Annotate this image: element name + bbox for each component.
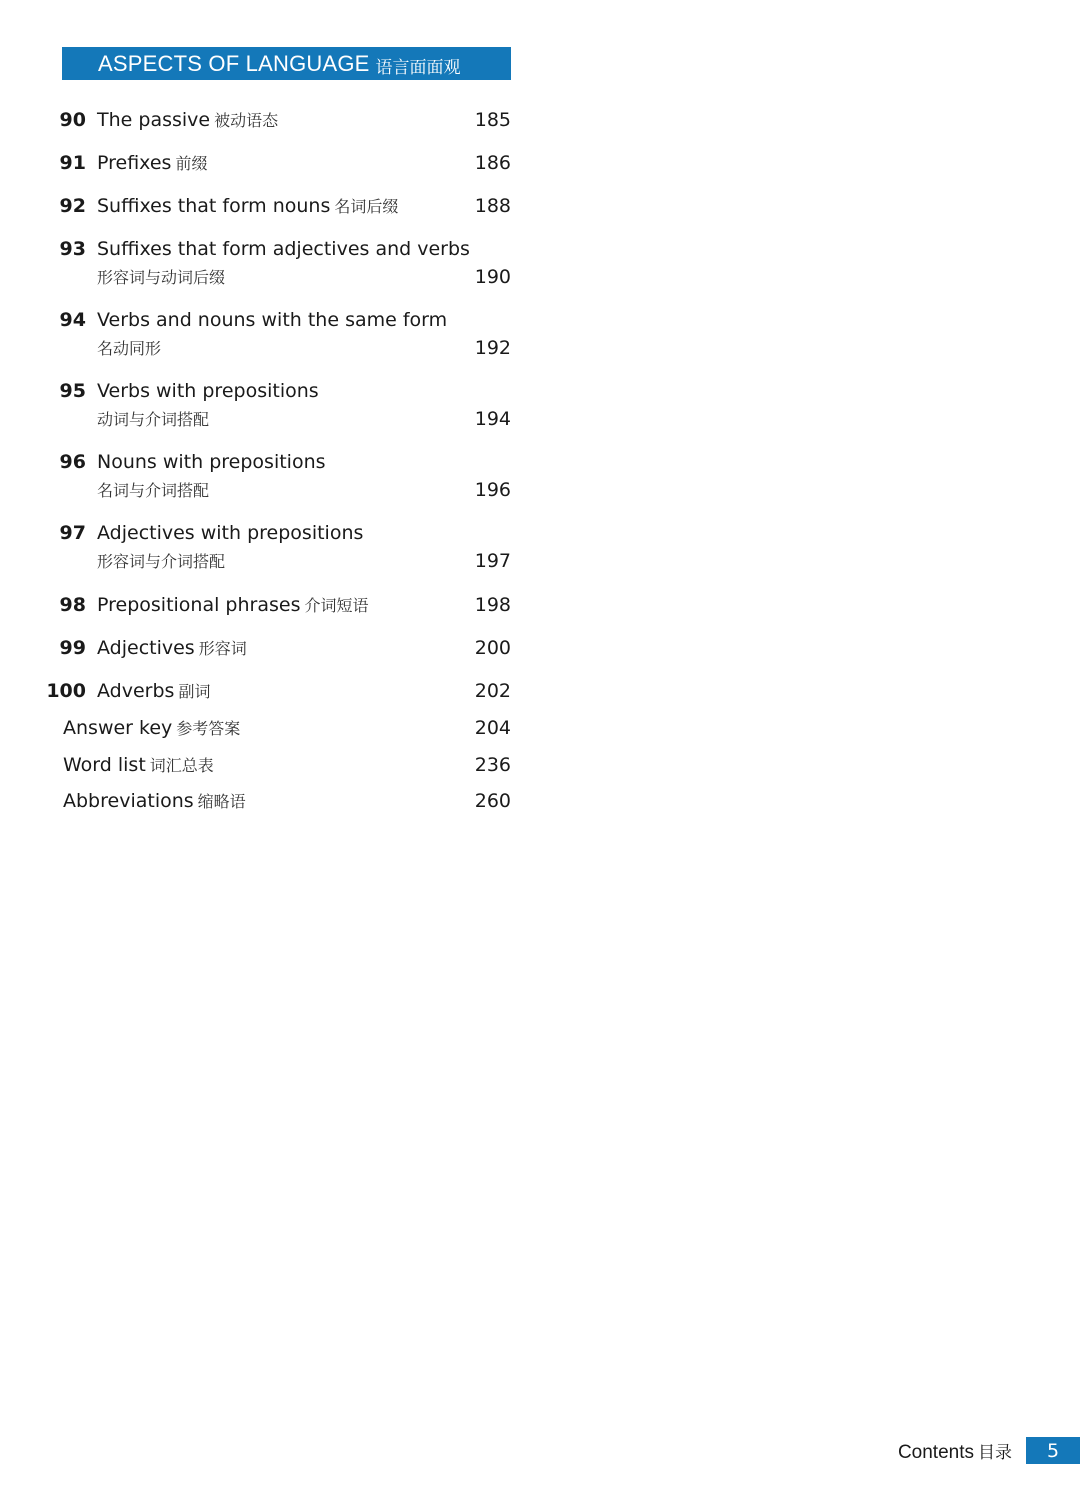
extra-title-zh: 参考答案 (176, 719, 241, 738)
chapter-title-zh: 介词短语 (304, 596, 369, 615)
chapter-title-zh: 被动语态 (214, 111, 279, 130)
page-footer (898, 1437, 1080, 1464)
extra-title-zh: 词汇总表 (149, 756, 214, 775)
page-number: 198 (474, 594, 511, 616)
extra-title: Abbreviations 缩略语 (63, 790, 246, 812)
chapter-title: Prepositional phrases 介词短语 (97, 594, 369, 616)
page-number: 202 (474, 680, 511, 702)
page-number: 204 (474, 717, 511, 739)
chapter-number: 92 (59, 195, 86, 217)
chapter-title-zh: 名动同形 (97, 339, 162, 358)
page-number: 194 (474, 408, 511, 430)
chapter-number: 96 (59, 451, 86, 473)
page-number: 197 (474, 550, 511, 572)
chapter-title: Nouns with prepositions (97, 451, 326, 473)
chapter-number: 97 (59, 522, 86, 544)
page-number: 260 (474, 790, 511, 812)
chapter-title: Prefixes 前缀 (97, 152, 208, 174)
page-number: 196 (474, 479, 511, 501)
chapter-title-zh: 名词与介词搭配 (97, 481, 210, 500)
footer-label-zh: 目录 (978, 1442, 1012, 1462)
chapter-number: 94 (59, 309, 86, 331)
footer-label: Contents 目录 (897, 1441, 1012, 1463)
chapter-title: Adverbs 副词 (97, 680, 211, 702)
chapter-title: Adjectives with prepositions (97, 522, 364, 544)
chapter-number: 90 (59, 109, 86, 131)
page-number: 200 (474, 637, 511, 659)
page-number: 188 (474, 195, 511, 217)
chapter-title-zh: 形容词与动词后缀 (97, 268, 226, 287)
section-title-zh: 语言面面观 (375, 57, 461, 78)
chapter-number: 99 (59, 637, 86, 659)
footer-page-number: 5 (1026, 1437, 1080, 1464)
chapter-title: Verbs and nouns with the same form (97, 309, 448, 331)
section-header (62, 47, 511, 80)
chapter-number: 100 (46, 680, 86, 702)
extra-title: Word list 词汇总表 (63, 754, 214, 776)
chapter-title-zh: 名词后缀 (334, 197, 399, 216)
page-number: 186 (474, 152, 511, 174)
section-title-en: ASPECTS OF LANGUAGE (98, 50, 370, 76)
chapter-title-zh: 形容词 (198, 639, 247, 658)
page-number: 185 (474, 109, 511, 131)
chapter-number: 93 (59, 238, 86, 260)
extra-title-zh: 缩略语 (197, 792, 246, 811)
chapter-title-zh: 副词 (178, 682, 211, 701)
page-number: 236 (474, 754, 511, 776)
chapter-number: 91 (59, 152, 86, 174)
chapter-title-zh: 动词与介词搭配 (97, 410, 210, 429)
page-number: 190 (474, 266, 511, 288)
chapter-title: Adjectives 形容词 (97, 637, 247, 659)
chapter-title-zh: 前缀 (175, 154, 208, 173)
extra-title: Answer key 参考答案 (63, 717, 241, 739)
chapter-title: Suffixes that form adjectives and verbs (97, 238, 470, 260)
chapter-title-zh: 形容词与介词搭配 (97, 552, 226, 571)
chapter-number: 95 (59, 380, 86, 402)
chapter-title: Suffixes that form nouns 名词后缀 (97, 195, 399, 217)
chapter-title: The passive 被动语态 (97, 109, 279, 131)
page-number: 192 (474, 337, 511, 359)
chapter-number: 98 (59, 594, 86, 616)
chapter-title: Verbs with prepositions (97, 380, 319, 402)
